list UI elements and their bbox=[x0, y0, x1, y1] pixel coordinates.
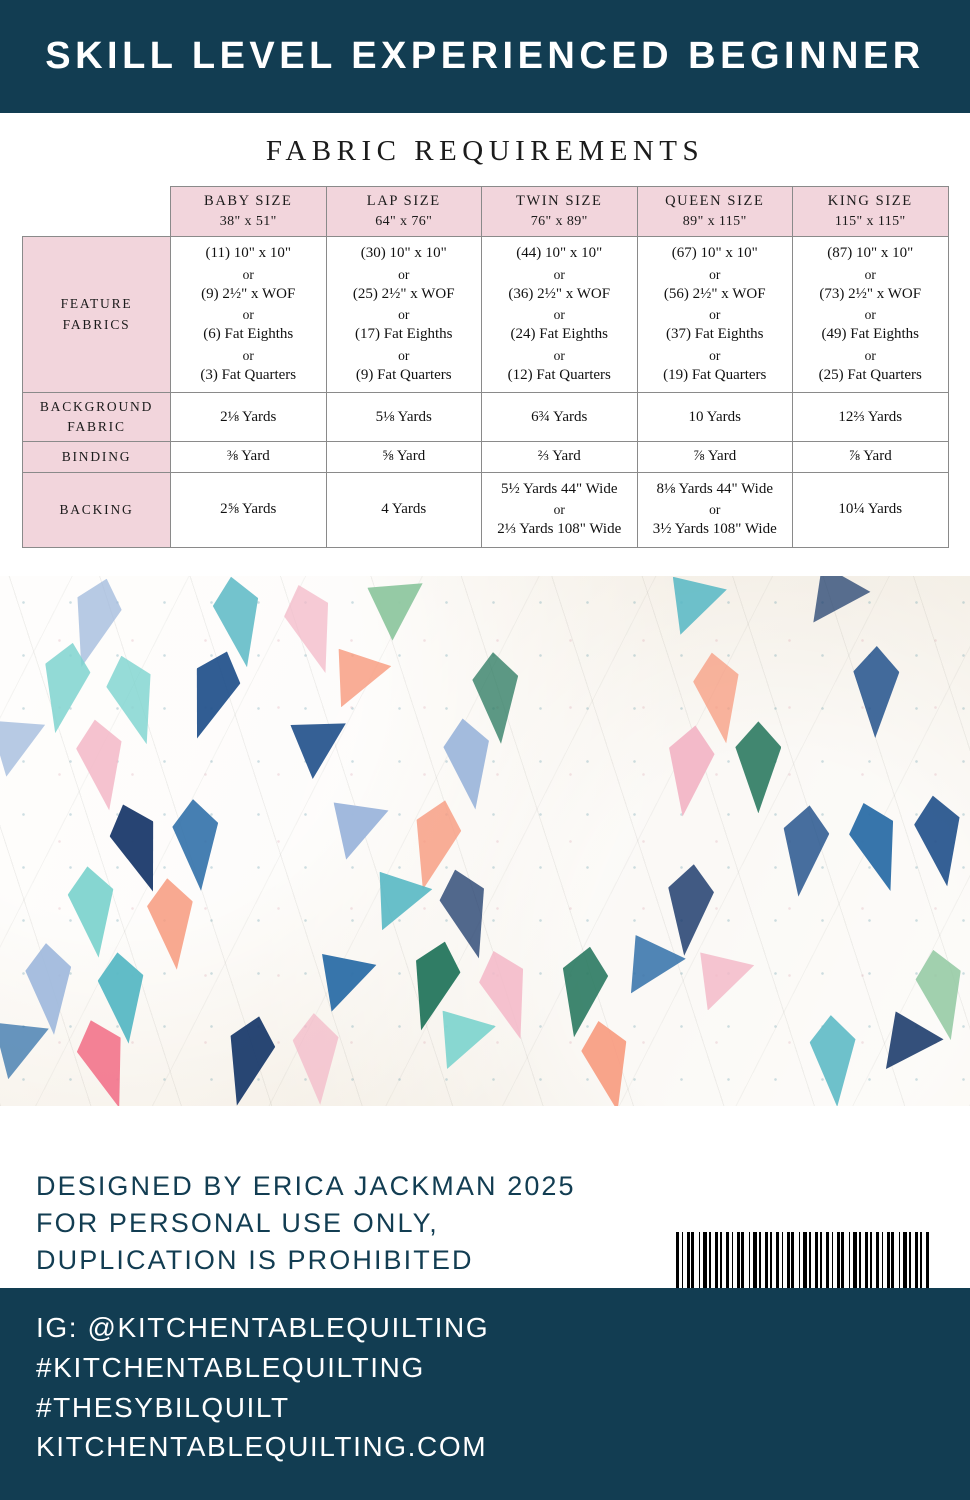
skill-level-title: SKILL LEVEL EXPERIENCED BEGINNER bbox=[45, 35, 925, 77]
cell-binding-twin: ⅔ Yard bbox=[482, 442, 638, 472]
cell-feature-queen-l3: (37) Fat Eighths bbox=[666, 326, 764, 343]
table-row-feature-fabrics bbox=[23, 237, 949, 393]
row-header-feature-fabrics bbox=[23, 237, 171, 393]
cell-backing-queen-l2: 3½ Yards 108" Wide bbox=[652, 521, 777, 538]
cell-background-king: 12⅔ Yards bbox=[793, 392, 949, 442]
cell-feature-baby-l2: (9) 2½" x WOF bbox=[201, 285, 296, 302]
cell-feature-king-l3: (49) Fat Eighths bbox=[821, 326, 919, 343]
column-header-twin bbox=[482, 187, 638, 237]
cell-feature-lap-l4: (9) Fat Quarters bbox=[355, 366, 452, 383]
row-header-background-line2: FABRIC bbox=[67, 419, 126, 435]
credits-block bbox=[36, 1168, 576, 1279]
table-row-backing bbox=[23, 472, 949, 547]
cell-feature-queen-or3: or bbox=[709, 347, 721, 363]
cell-feature-king-l1: (87) 10" x 10" bbox=[827, 245, 914, 262]
cell-feature-lap-or1: or bbox=[398, 266, 410, 282]
cell-backing-twin-l2: 2⅓ Yards 108" Wide bbox=[497, 521, 622, 538]
column-header-king-dims: 115" x 115" bbox=[834, 214, 906, 230]
cell-binding-queen: ⅞ Yard bbox=[637, 442, 793, 472]
row-header-feature-fabrics-line1: FEATURE bbox=[60, 296, 133, 312]
cell-backing-queen-l1: 8⅛ Yards 44" Wide bbox=[656, 480, 773, 497]
cell-binding-lap: ⅝ Yard bbox=[326, 442, 482, 472]
social-links-block bbox=[36, 1308, 489, 1467]
credits-line-duplication: DUPLICATION IS PROHIBITED bbox=[36, 1244, 474, 1275]
cell-feature-twin-l3: (24) Fat Eighths bbox=[510, 326, 608, 343]
footer-website[interactable]: KITCHENTABLEQUILTING.COM bbox=[36, 1431, 488, 1463]
cell-feature-queen-or2: or bbox=[709, 307, 721, 323]
cell-background-queen: 10 Yards bbox=[637, 392, 793, 442]
cell-feature-twin-or1: or bbox=[553, 266, 565, 282]
fabric-requirements-section bbox=[0, 113, 970, 548]
footer-instagram-handle[interactable]: IG: @KITCHENTABLEQUILTING bbox=[36, 1312, 490, 1343]
cell-feature-lap-l3: (17) Fat Eighths bbox=[355, 326, 453, 343]
cell-feature-baby bbox=[171, 237, 327, 393]
cell-feature-baby-or2: or bbox=[242, 307, 254, 323]
cell-backing-twin-or: or bbox=[553, 502, 565, 518]
row-header-feature-fabrics-line2: FABRICS bbox=[62, 316, 131, 332]
cell-feature-king-or2: or bbox=[864, 307, 876, 323]
row-header-binding-line1: BINDING bbox=[61, 448, 132, 464]
cell-background-twin: 6¾ Yards bbox=[482, 392, 638, 442]
cell-feature-twin-or3: or bbox=[553, 347, 565, 363]
cell-feature-lap bbox=[326, 237, 482, 393]
cell-feature-lap-or3: or bbox=[398, 347, 410, 363]
column-header-lap-name: LAP SIZE bbox=[366, 193, 441, 209]
table-header-row bbox=[23, 187, 949, 237]
table-row-binding bbox=[23, 442, 949, 472]
quilt-photo bbox=[0, 576, 970, 1106]
cell-feature-queen-l2: (56) 2½" x WOF bbox=[663, 285, 766, 302]
cell-background-lap: 5⅛ Yards bbox=[326, 392, 482, 442]
cell-feature-twin-or2: or bbox=[553, 307, 565, 323]
cell-feature-king-l4: (25) Fat Quarters bbox=[818, 366, 922, 383]
cell-feature-baby-l3: (6) Fat Eighths bbox=[203, 326, 294, 343]
skill-level-banner bbox=[0, 0, 970, 113]
row-header-background-line1: BACKGROUND bbox=[39, 398, 154, 414]
cell-feature-lap-or2: or bbox=[398, 307, 410, 323]
row-header-binding bbox=[23, 442, 171, 472]
cell-feature-queen-or1: or bbox=[709, 266, 721, 282]
cell-feature-baby-l1: (11) 10" x 10" bbox=[205, 245, 291, 262]
cell-feature-twin bbox=[482, 237, 638, 393]
cell-feature-twin-l4: (12) Fat Quarters bbox=[507, 366, 611, 383]
cell-feature-baby-or3: or bbox=[242, 347, 254, 363]
fabric-requirements-heading: FABRIC REQUIREMENTS bbox=[265, 135, 705, 167]
cell-backing-queen bbox=[637, 472, 793, 547]
credits-line-designer: DESIGNED BY ERICA JACKMAN 2025 bbox=[36, 1171, 576, 1201]
cell-backing-baby: 2⅝ Yards bbox=[171, 472, 327, 547]
column-header-baby bbox=[171, 187, 327, 237]
cell-feature-queen bbox=[637, 237, 793, 393]
cell-feature-lap-l1: (30) 10" x 10" bbox=[360, 245, 447, 262]
footer-hashtag-brand[interactable]: #KITCHENTABLEQUILTING bbox=[36, 1351, 425, 1383]
table-corner-cell bbox=[23, 187, 171, 237]
cell-feature-king-or1: or bbox=[864, 266, 876, 282]
column-header-baby-name: BABY SIZE bbox=[204, 193, 293, 209]
credits-line-personal-use: FOR PERSONAL USE ONLY, bbox=[36, 1207, 439, 1238]
column-header-queen-dims: 89" x 115" bbox=[682, 214, 747, 230]
table-row-background-fabric bbox=[23, 392, 949, 442]
column-header-twin-name: TWIN SIZE bbox=[516, 193, 603, 209]
cell-backing-twin bbox=[482, 472, 638, 547]
cell-feature-baby-or1: or bbox=[242, 266, 254, 282]
row-header-backing-line1: BACKING bbox=[59, 501, 134, 517]
cell-background-baby: 2⅛ Yards bbox=[171, 392, 327, 442]
column-header-lap-dims: 64" x 76" bbox=[375, 214, 433, 230]
column-header-king bbox=[793, 187, 949, 237]
column-header-king-name: KING SIZE bbox=[827, 193, 913, 209]
cell-backing-queen-or: or bbox=[709, 502, 721, 518]
cell-feature-queen-l1: (67) 10" x 10" bbox=[671, 245, 758, 262]
cell-feature-twin-l2: (36) 2½" x WOF bbox=[508, 285, 611, 302]
cell-binding-baby: ⅜ Yard bbox=[171, 442, 327, 472]
cell-backing-twin-l1: 5½ Yards 44" Wide bbox=[501, 480, 618, 497]
cell-feature-twin-l1: (44) 10" x 10" bbox=[516, 245, 603, 262]
cell-feature-king bbox=[793, 237, 949, 393]
row-header-backing bbox=[23, 472, 171, 547]
cell-feature-lap-l2: (25) 2½" x WOF bbox=[352, 285, 455, 302]
cell-feature-baby-l4: (3) Fat Quarters bbox=[200, 366, 297, 383]
cell-backing-king: 10¼ Yards bbox=[793, 472, 949, 547]
footer-banner bbox=[0, 1288, 970, 1500]
column-header-baby-dims: 38" x 51" bbox=[219, 214, 277, 230]
cell-feature-queen-l4: (19) Fat Quarters bbox=[663, 366, 767, 383]
cell-feature-king-l2: (73) 2½" x WOF bbox=[819, 285, 922, 302]
cell-backing-lap: 4 Yards bbox=[326, 472, 482, 547]
column-header-lap bbox=[326, 187, 482, 237]
cell-binding-king: ⅞ Yard bbox=[793, 442, 949, 472]
row-header-background-fabric bbox=[23, 392, 171, 442]
column-header-queen bbox=[637, 187, 793, 237]
footer-hashtag-quilt[interactable]: #THESYBILQUILT bbox=[36, 1391, 290, 1423]
column-header-queen-name: QUEEN SIZE bbox=[665, 193, 765, 209]
fabric-requirements-table bbox=[22, 186, 949, 548]
cell-feature-king-or3: or bbox=[864, 347, 876, 363]
column-header-twin-dims: 76" x 89" bbox=[530, 214, 588, 230]
